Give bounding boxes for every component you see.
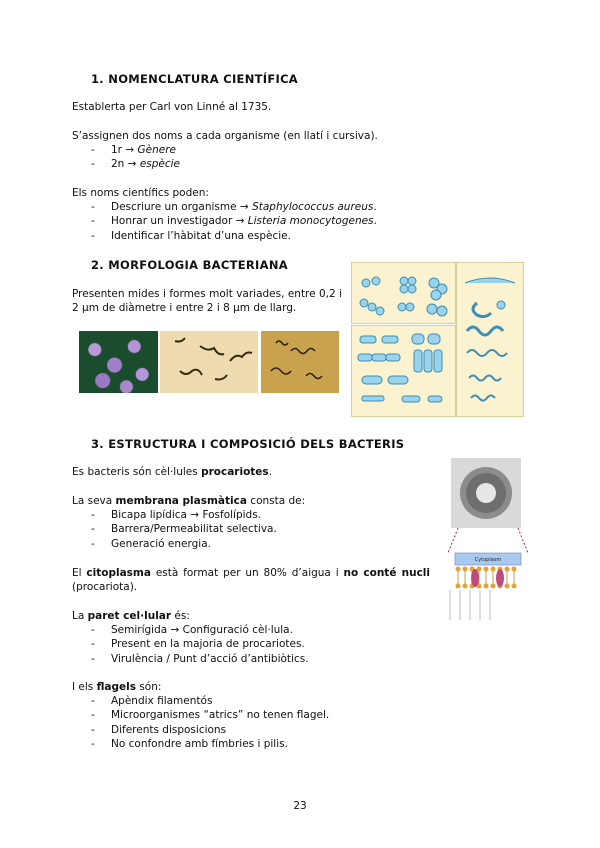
membrane-list <box>91 508 277 551</box>
paragraph: Els noms científics poden: <box>72 187 209 199</box>
list-item: - Descriure un organisme → Staphylococcus aureus. <box>91 200 377 214</box>
spiral-diagram <box>456 262 524 417</box>
list-item: - Identificar l’hàbitat d’una espècie. <box>91 229 377 243</box>
list-item: - Generació energia. <box>91 537 277 551</box>
list-item: - Semirígida → Configuració cèl·lula. <box>91 623 309 637</box>
bacilli-micrograph <box>160 331 258 393</box>
paragraph: La paret cel·lular és: <box>72 610 190 622</box>
paragraph: S’assignen dos noms a cada organisme (en llatí i cursiva). <box>72 130 378 142</box>
cocci-diagram <box>351 262 456 324</box>
list-item: - Apèndix filamentós <box>91 694 329 708</box>
section-1-heading: 1. NOMENCLATURA CIENTÍFICA <box>91 72 299 86</box>
list-item: - Bicapa lipídica → Fosfolípids. <box>91 508 277 522</box>
bacilli-diagram <box>351 325 456 417</box>
list-item: - Virulència / Punt d’acció d’antibiòtics. <box>91 652 309 666</box>
paragraph: Es bacteris són cèl·lules procariotes. <box>72 466 273 478</box>
paragraph: El citoplasma està format per un 80% d’aigua i no conté nucli (procariota). <box>72 567 430 593</box>
page-number: 23 <box>293 800 307 812</box>
list-item: - Barrera/Permeabilitat selectiva. <box>91 522 277 536</box>
paragraph: Establerta per Carl von Linné al 1735. <box>72 101 272 113</box>
section-2-heading: 2. MORFOLOGIA BACTERIANA <box>91 258 288 272</box>
paragraph: Presenten mides i formes molt variades, entre 0,2 i 2 µm de diàmetre i entre 2 i 8 µm de llarg. <box>72 288 342 314</box>
list-item: - Diferents disposicions <box>91 723 329 737</box>
paragraph: I els flagels són: <box>72 681 162 693</box>
cytoplasm-label: Cytoplasm <box>474 557 502 563</box>
staphylococcus-micrograph <box>79 331 158 393</box>
list-item: - Microorganismes “atrics” no tenen flagel. <box>91 708 329 722</box>
name-list <box>91 143 180 172</box>
list-item: - Honrar un investigador → Listeria monocytogenes. <box>91 214 377 228</box>
cell-micrograph <box>451 458 521 528</box>
list-item: - 1r → Gènere <box>91 143 180 157</box>
list-item: - Present en la majoria de procariotes. <box>91 637 309 651</box>
list-item: - 2n → espècie <box>91 157 180 171</box>
spirilla-micrograph <box>261 331 339 393</box>
membrane-diagram <box>440 528 535 628</box>
section-3-heading: 3. ESTRUCTURA I COMPOSICIÓ DELS BACTERIS <box>91 437 405 451</box>
flagella-list <box>91 694 329 752</box>
paragraph: La seva membrana plasmàtica consta de: <box>72 495 306 507</box>
uses-list <box>91 200 377 243</box>
wall-list <box>91 623 309 666</box>
list-item: - No confondre amb fímbries i pilis. <box>91 737 329 751</box>
